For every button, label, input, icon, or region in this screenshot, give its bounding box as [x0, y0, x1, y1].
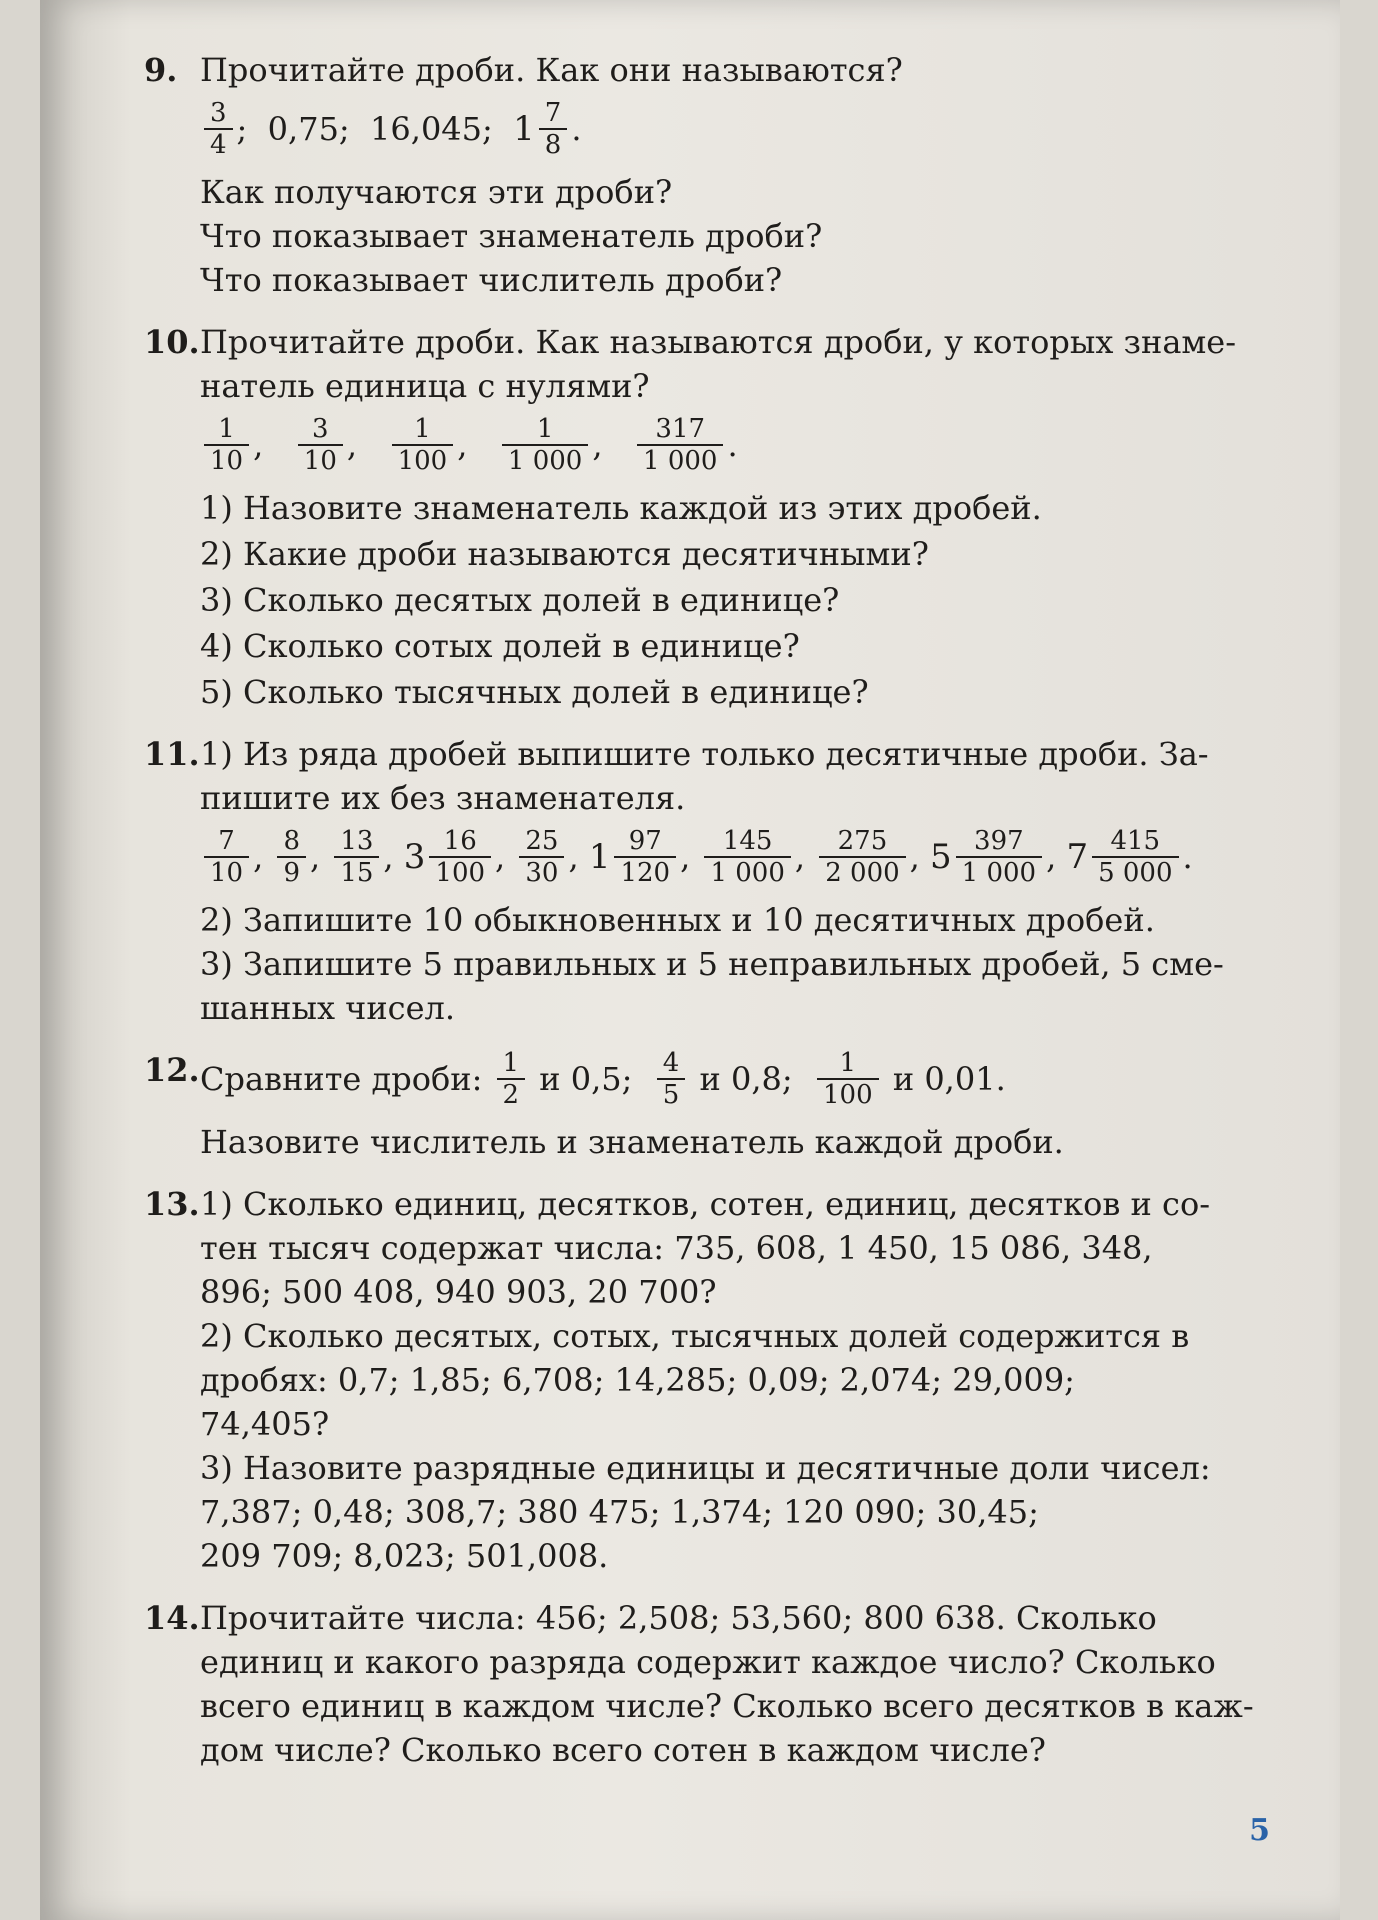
exercise-number: 13. — [144, 1185, 200, 1223]
sub-question: 2) Запишите 10 обыкновенных и 10 десятичных дробей. — [200, 901, 1155, 939]
page-number: 5 — [1249, 1813, 1270, 1848]
sub-question: 5) Сколько тысячных долей в единице? — [200, 673, 869, 711]
exercise-number: 14. — [144, 1599, 200, 1637]
mixed-whole: 5 — [930, 837, 952, 877]
question: Как получаются эти дроби? — [200, 173, 673, 211]
exercise-9 — [144, 48, 1343, 302]
fraction: $\frac{145}{1 000}$ — [704, 826, 790, 888]
sub-question: 3) Назовите разрядные единицы и десятичные доли чисел: — [200, 1449, 1211, 1487]
book-page — [40, 0, 1340, 1920]
sub-question: 209 709; 8,023; 501,008. — [200, 1537, 609, 1575]
sub-question: 1) Сколько единиц, десятков, сотен, единиц, десятков и со- — [200, 1185, 1211, 1223]
exercise-text: дом числе? Сколько всего сотен в каждом числе? — [200, 1731, 1046, 1769]
exercise-title: Прочитайте дроби. Как называются дроби, у которых знаме- — [200, 323, 1237, 361]
mixed-whole: 3 — [403, 837, 426, 877]
sub-question: 4) Сколько сотых долей в единице? — [200, 627, 800, 665]
sub-question: 1) Из ряда дробей выпишите только десятичные дроби. За- — [200, 735, 1209, 773]
fraction: $\frac{7}{8}$ — [539, 98, 568, 160]
fraction-row: $\frac{1}{10}$ , $\frac{3}{10}$ , $\frac{1}{100}$ , $\frac{1}{1 000}$ , $\frac{317}{1 000}$ . — [200, 414, 1343, 476]
question: Что показывает числитель дроби? — [200, 261, 783, 299]
mixed-whole: 1 — [588, 837, 611, 877]
fraction: $\frac{1}{1 000}$ — [502, 414, 588, 476]
question: Назовите числитель и знаменатель каждой дроби. — [200, 1123, 1064, 1161]
exercise-number: 9. — [144, 51, 178, 89]
decimal-value: 0,75; — [267, 110, 350, 148]
exercise-text: Прочитайте числа: 456; 2,508; 53,560; 800 638. Сколько — [200, 1599, 1157, 1637]
exercise-text: единиц и какого разряда содержит каждое число? Сколько — [200, 1643, 1216, 1681]
sub-question: 1) Назовите знаменатель каждой из этих дробей. — [200, 489, 1042, 527]
exercise-12 — [144, 1048, 1343, 1164]
sub-question: 2) Какие дроби называются десятичными? — [200, 535, 929, 573]
exercise-10 — [144, 320, 1343, 714]
fraction: $\frac{275}{2 000}$ — [819, 826, 905, 888]
fraction: $\frac{16}{100}$ — [429, 826, 491, 888]
sub-question: 3) Сколько десятых долей в единице? — [200, 581, 840, 619]
exercise-number: 10. — [144, 323, 200, 361]
sub-question: пишите их без знаменателя. — [200, 779, 686, 817]
sub-question: 2) Сколько десятых, сотых, тысячных долей содержится в — [200, 1317, 1190, 1355]
page-content — [144, 48, 1343, 1790]
decimal-value: 16,045; — [370, 110, 493, 148]
mixed-whole: 1 — [513, 109, 535, 149]
exercise-title: натель единица с нулями? — [200, 367, 650, 405]
fraction-row: $\frac{7}{10}$ , $\frac{8}{9}$ , $\frac{13}{15}$ , 3 $\frac{16}{100}$ , $\frac{25}{30}$ , 1 $\frac{97}{120}$ , $\frac{145}{1 000}$ , $\frac{275}{2 000}$ , 5 $\frac{397}{1 000}$ , 7 $\frac{415}{5 000}$ . — [200, 826, 1343, 888]
fraction: $\frac{1}{100}$ — [817, 1048, 879, 1110]
fraction: $\frac{1}{10}$ — [204, 414, 249, 476]
sub-question: тен тысяч содержат числа: 735, 608, 1 450, 15 086, 348, — [200, 1229, 1153, 1267]
exercise-number: 11. — [144, 735, 200, 773]
mixed-whole: 7 — [1066, 837, 1089, 877]
fraction: $\frac{3}{10}$ — [298, 414, 343, 476]
fraction: $\frac{4}{5}$ — [657, 1048, 686, 1110]
exercise-number: 12. — [144, 1051, 200, 1089]
fraction: $\frac{7}{10}$ — [204, 826, 249, 888]
sub-question: 7,387; 0,48; 308,7; 380 475; 1,374; 120 090; 30,45; — [200, 1493, 1039, 1531]
sub-question: 896; 500 408, 940 903, 20 700? — [200, 1273, 717, 1311]
sub-question: шанных чисел. — [200, 989, 456, 1027]
fraction: $\frac{8}{9}$ — [277, 826, 306, 888]
fraction: $\frac{317}{1 000}$ — [637, 414, 723, 476]
fraction: $\frac{397}{1 000}$ — [956, 826, 1042, 888]
fraction: $\frac{25}{30}$ — [519, 826, 564, 888]
exercise-text: всего единиц в каждом числе? Сколько всего десятков в каж- — [200, 1687, 1254, 1725]
fraction: $\frac{97}{120}$ — [614, 826, 676, 888]
question: Что показывает знаменатель дроби? — [200, 217, 823, 255]
sub-question: дробях: 0,7; 1,85; 6,708; 14,285; 0,09; 2,074; 29,009; — [200, 1361, 1075, 1399]
exercise-13 — [144, 1182, 1343, 1578]
sub-question: 3) Запишите 5 правильных и 5 неправильных дробей, 5 сме- — [200, 945, 1224, 983]
sub-question: 74,405? — [200, 1405, 330, 1443]
fraction: $\frac{1}{2}$ — [497, 1048, 526, 1110]
exercise-title: Прочитайте дроби. Как они называются? — [200, 51, 903, 89]
exercise-11 — [144, 732, 1343, 1030]
fraction: $\frac{3}{4}$ — [204, 98, 233, 160]
comparison-row: Сравните дроби: $\frac{1}{2}$ и 0,5; $\frac{4}{5}$ и 0,8; $\frac{1}{100}$ и 0,01. — [200, 1048, 1006, 1110]
fraction-row: $\frac{3}{4}$ ; 0,75; 16,045; 1 $\frac{7}{8}$ . — [200, 98, 1343, 160]
exercise-lead: Сравните дроби: — [200, 1060, 483, 1098]
exercise-14 — [144, 1596, 1343, 1772]
fraction: $\frac{415}{5 000}$ — [1092, 826, 1178, 888]
fraction: $\frac{13}{15}$ — [334, 826, 379, 888]
fraction: $\frac{1}{100}$ — [392, 414, 454, 476]
